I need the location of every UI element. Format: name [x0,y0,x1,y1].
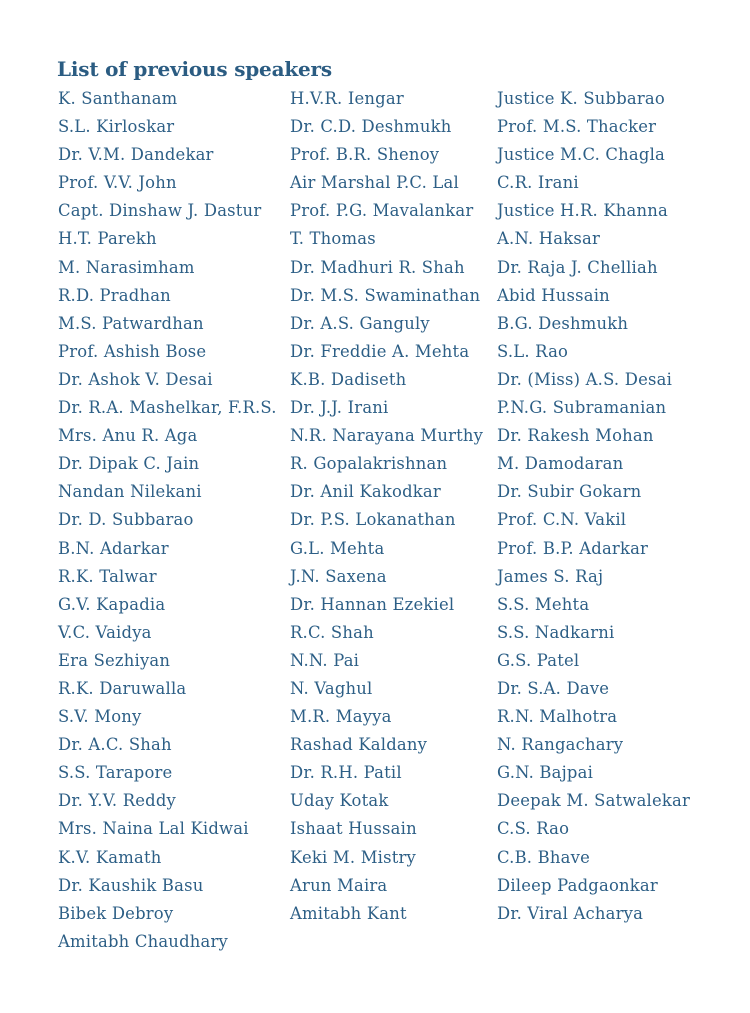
speaker-name: Dr. A.C. Shah [58,735,172,755]
speaker-name: Prof. C.N. Vakil [497,510,627,530]
speaker-name: R. Gopalakrishnan [290,454,448,474]
speaker-name: James S. Raj [497,566,604,586]
speaker-name: Dr. Rakesh Mohan [497,426,654,446]
speaker-name: Mrs. Anu R. Aga [58,426,198,446]
speaker-name: Dr. Anil Kakodkar [290,482,441,502]
speaker-name: R.K. Daruwalla [58,678,187,698]
speaker-name: M. Narasimham [58,257,195,277]
speaker-name: Dr. Freddie A. Mehta [290,341,470,361]
speaker-name: H.T. Parekh [58,229,157,249]
speaker-name: Deepak M. Satwalekar [497,791,691,811]
speaker-name: G.V. Kapadia [58,594,166,614]
speaker-name: Mrs. Naina Lal Kidwai [58,819,249,839]
speaker-column-1 [58,88,277,959]
speaker-name: Dr. Madhuri R. Shah [290,257,465,277]
speaker-name: P.N.G. Subramanian [497,398,667,418]
speaker-name: Nandan Nilekani [58,482,202,502]
speaker-name: A.N. Haksar [497,229,600,249]
speaker-name: Prof. Ashish Bose [58,341,207,361]
speaker-name: Justice K. Subbarao [497,89,665,108]
speaker-name: Dr. Raja J. Chelliah [497,257,658,277]
speaker-name: K.V. Kamath [58,847,162,867]
speaker-name: C.R. Irani [497,173,579,193]
page-title: List of previous speakers [57,57,332,81]
speaker-name: Abid Hussain [497,285,610,305]
speaker-name: Capt. Dinshaw J. Dastur [58,201,262,221]
speaker-name: S.V. Mony [58,707,142,727]
speaker-name: Arun Maira [290,875,388,895]
speaker-column-3 [497,88,690,931]
speaker-name: G.L. Mehta [290,538,385,558]
speaker-name: M.S. Patwardhan [58,313,204,333]
speaker-name: B.N. Adarkar [58,538,169,558]
speaker-name: Dr. Subir Gokarn [497,482,642,502]
speaker-name: Dr. Kaushik Basu [58,875,204,895]
speaker-name: S.L. Rao [497,341,569,361]
speaker-name: Dr. J.J. Irani [290,398,389,418]
speaker-name: Dileep Padgaonkar [497,875,658,895]
speaker-name: S.S. Tarapore [58,763,173,783]
speaker-name: N. Vaghul [290,678,373,698]
speaker-name: S.S. Nadkarni [497,622,615,642]
speaker-name: Ishaat Hussain [290,819,417,839]
speaker-name: Dr. Dipak C. Jain [58,454,200,474]
speaker-name: Prof. V.V. John [58,173,177,193]
speaker-name: Dr. S.A. Dave [497,678,610,698]
speaker-name: Dr. Viral Acharya [497,903,644,923]
speaker-name: Amitabh Kant [290,903,407,923]
speaker-name: Dr. (Miss) A.S. Desai [497,369,673,389]
speaker-name: Air Marshal P.C. Lal [290,173,459,193]
speaker-name: Dr. R.A. Mashelkar, F.R.S. [58,398,277,418]
speaker-name: Dr. V.M. Dandekar [58,145,214,165]
speaker-name: C.B. Bhave [497,847,590,867]
speaker-name: B.G. Deshmukh [497,313,629,333]
speaker-name: Bibek Debroy [58,903,174,923]
speaker-name: K. Santhanam [58,89,178,108]
speaker-name: Amitabh Chaudhary [58,931,228,951]
speaker-name: G.S. Patel [497,650,580,670]
speaker-name: R.K. Talwar [58,566,157,586]
speaker-name: Rashad Kaldany [290,735,428,755]
speaker-name: Dr. Ashok V. Desai [58,369,213,389]
speaker-name: S.S. Mehta [497,594,590,614]
speaker-name: Dr. D. Subbarao [58,510,194,530]
speaker-name: R.N. Malhotra [497,707,618,727]
speaker-name: Era Sezhiyan [58,650,171,670]
speaker-name: Dr. M.S. Swaminathan [290,285,481,305]
speaker-name: Prof. P.G. Mavalankar [290,201,474,221]
speaker-name: Dr. A.S. Ganguly [290,313,430,333]
speaker-name: S.L. Kirloskar [58,117,175,137]
speaker-name: Prof. B.P. Adarkar [497,538,649,558]
speaker-name: Dr. Hannan Ezekiel [290,594,455,614]
speaker-name: Uday Kotak [290,791,389,811]
speaker-name: M. Damodaran [497,454,624,474]
speaker-name: T. Thomas [290,229,376,249]
speaker-name: N.R. Narayana Murthy [290,426,484,446]
speaker-name: Prof. M.S. Thacker [497,117,657,137]
speaker-name: Keki M. Mistry [290,847,417,867]
speaker-name: Dr. Y.V. Reddy [58,791,176,811]
speaker-name: Dr. R.H. Patil [290,763,402,783]
speaker-name: Prof. B.R. Shenoy [290,145,440,165]
speaker-name: K.B. Dadiseth [290,369,407,389]
speaker-name: V.C. Vaidya [58,622,152,642]
speaker-name: C.S. Rao [497,819,570,839]
speaker-column-2 [290,88,483,931]
speaker-name: Justice H.R. Khanna [497,201,668,221]
speaker-name: Justice M.C. Chagla [497,145,666,165]
speaker-name: M.R. Mayya [290,707,392,727]
speaker-name: N.N. Pai [290,650,360,670]
speaker-name: Dr. C.D. Deshmukh [290,117,452,137]
speaker-name: G.N. Bajpai [497,763,594,783]
speaker-name: R.C. Shah [290,622,374,642]
speaker-name: R.D. Pradhan [58,285,171,305]
speaker-name: J.N. Saxena [290,566,387,586]
speaker-name: H.V.R. Iengar [290,89,404,108]
speaker-name: N. Rangachary [497,735,624,755]
speaker-name: Dr. P.S. Lokanathan [290,510,456,530]
